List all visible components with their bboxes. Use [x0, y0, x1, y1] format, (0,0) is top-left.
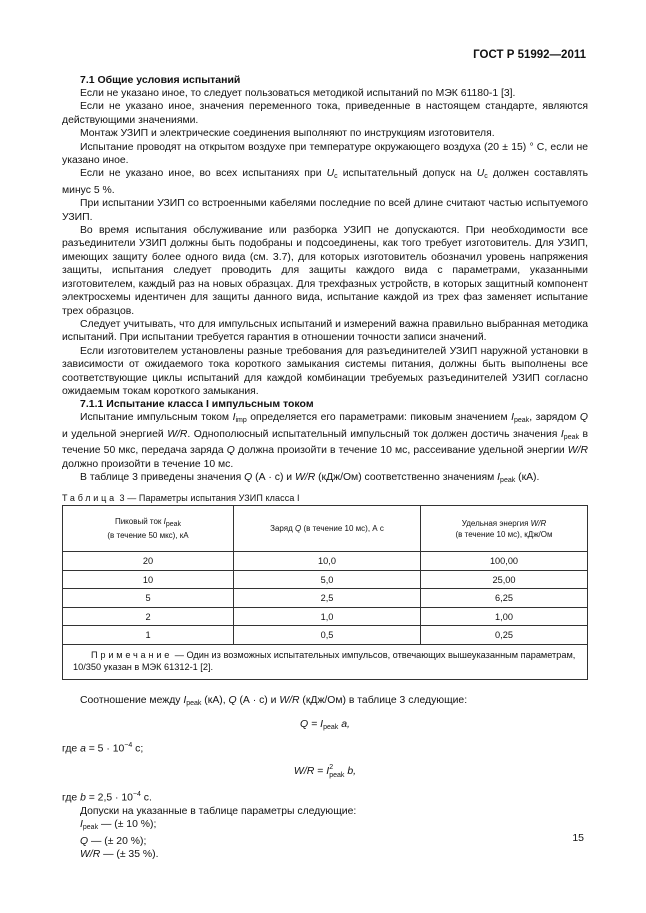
table-row: 2 1,0 1,00 — [63, 607, 588, 626]
table-note-row — [63, 644, 588, 679]
page-number: 15 — [572, 832, 584, 844]
subsection-heading: 7.1.1 Испытание класса I импульсным током — [80, 398, 314, 411]
document-header: ГОСТ Р 51992—2011 — [473, 49, 586, 61]
tolerance-peak: $I_{peak}$ — (± 10 %); — [80, 819, 157, 832]
tolerance-intro: Допуски на указанные в таблице параметры следующие: — [80, 806, 357, 818]
paragraph: Испытание проводят на открытом воздухе при температуре окружающего воздуха (20 ± 15) ° С, если не указано иное. — [62, 141, 588, 167]
formula-wr: W/R = I2 peak b, — [293, 764, 357, 780]
formula-q: $Q = I_{peak}$ a, — [300, 718, 350, 732]
tolerance-energy: W/R — (± 35 %). — [80, 849, 159, 861]
relation-intro: Соотношение между $I_{peak}$ (кА), Q (А · с) и W/R (кДж/Ом) в таблице 3 следующие: — [80, 694, 468, 707]
column-header-peak: Пиковый ток $I_{peak}$ (в течение 50 мкс), кА — [63, 506, 234, 552]
paragraph: Если не указано иное, значения переменного тока, приведенные в настоящем стандарте, являются действующими значениями. — [62, 101, 588, 126]
section-heading: 7.1 Общие условия испытаний — [80, 74, 241, 86]
paragraph: Если не указано иное, то следует пользоваться методикой испытаний по МЭК 61180-1 [3]. — [80, 88, 516, 99]
column-header-charge: Заряд Q (в течение 10 мс), А с — [234, 506, 421, 552]
table-row: 5 2,5 6,25 — [63, 589, 588, 608]
paragraph-table-ref: В таблице 3 приведены значения Q (А · с) и W/R (кДж/Ом) соответственно значениям $I_{peak}$ (кА). — [80, 471, 540, 484]
table-row: 10 5,0 25,00 — [63, 570, 588, 589]
table-row: 1 0,5 0,25 — [63, 626, 588, 645]
where-b: где $b = 2,5 \cdot 10^{-4}$ с. — [62, 791, 152, 804]
table-note: Примечание — Один из возможных испытательных импульсов, отвечающих вышеуказанным параметрам, 10/350 указан в МЭК 61312-1 [2]. — [63, 644, 588, 679]
column-header-energy: Удельная энергия W/R (в течение 10 мс), кДж/Ом — [421, 506, 588, 552]
paragraph: Монтаж УЗИП и электрические соединения выполняют по инструкциям изготовителя. — [80, 128, 495, 140]
paragraph: Во время испытания обслуживание или разборка УЗИП не допускаются. При необходимости все разъединители УЗИП должны быть подобраны и подсоединены, как того требует изготовитель. Для УЗИП, имеющих защиту более одного вида (см. 3.7), для которых изготовитель обозначил уровень напряжения защиты, испытания следует проводить для защиты каждого вида с параметрами, указанными изготовителем, каждый раз на новых образцах. Для трехфазных устройств, в которых защитный компонент электросхемы идентичен для защиты данного вида, испытание каждой из трех фаз заменяет испытание трех образцов. — [62, 225, 588, 317]
paragraph-impulse: Испытание импульсным током $I_{imp}$ определяется его параметрами: пиковым значением $I_{peak}$, зарядом Q и удельной энергией W/R. Однополюсный испытательный импульсный ток должен достичь значения $I_{peak}$ в течение 50 мкс, передача заряда Q должна произойти в течение 10 мс, рассеивание удельной энергии W/R должно произойти в течение 10 мс. — [62, 412, 588, 470]
paragraph: При испытании УЗИП со встроенными кабелями последние по всей длине считают частью испытуемого УЗИП. — [62, 198, 588, 223]
paragraph-uc: Если не указано иное, во всех испытаниях при $U_c$ испытательный допуск на $U_c$ должен составлять минус 5 %. — [62, 168, 589, 196]
table-row: 20 10,0 100,00 — [63, 552, 588, 571]
tolerance-charge: Q — (± 20 %); — [80, 835, 147, 847]
paragraph: Следует учитывать, что для импульсных испытаний и измерений важна правильно выбранная методика испытаний. При испытании требуется гарантия в отношении точности записи значений. — [62, 318, 588, 344]
parameters-table — [62, 505, 588, 680]
paragraph: Если изготовителем установлены разные требования для разъединителей УЗИП наружной установки в зависимости от ожидаемого тока короткого замыкания системы питания, должны быть выполнены все соответствующие циклы испытаний для каждой комбинации требуемых разъединителей УЗИП согласно ожидаемым токам короткого замыкания. — [62, 345, 588, 397]
where-a: где $a = 5 \cdot 10^{-4}$ с; — [62, 742, 144, 755]
page-content — [62, 74, 588, 862]
table-caption: Таблица 3 — Параметры испытания УЗИП класса I — [62, 493, 300, 504]
